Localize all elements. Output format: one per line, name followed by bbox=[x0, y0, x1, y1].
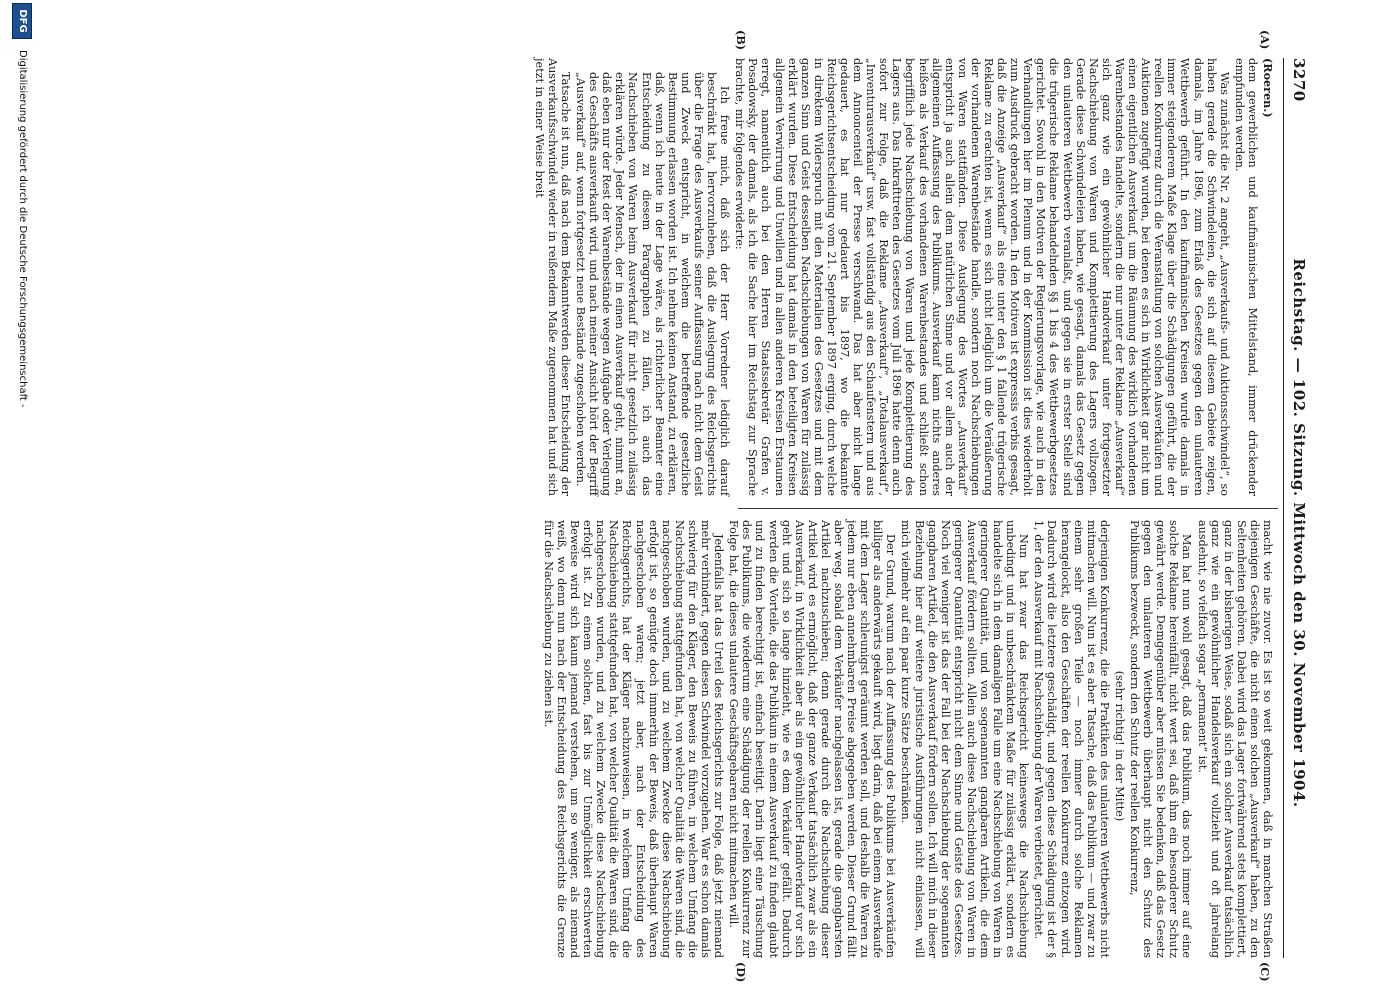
left-column bbox=[531, 58, 1274, 496]
running-title bbox=[1290, 58, 1308, 958]
page-header bbox=[1286, 58, 1308, 958]
margin-marker-b: (B) bbox=[734, 30, 748, 51]
paragraph: macht wie nie zuvor. Es ist so weit gekommen, daß in manchen Straßen diejenigen Geschäfte, die nicht einen solchen „Ausverkauf“ haben, zu den Seltenheiten gehören. Dabei wird das Lager fortwährend stets komplettiert, ganz in der bisherigen Weise, sodaß sich ein solcher Ausverkauf tatsächlich ganz wie ein gewöhnlicher Handelsverkauf vollzieht und oft jahrelang ausdehnt, so vielfach sogar „permanent“ ist. bbox=[1195, 520, 1274, 958]
digitization-footer bbox=[8, 0, 38, 1000]
paragraph: Man hat nun wohl gesagt, daß das Publikum, das noch immer auf eine solche Reklame hereinfällt, nicht wert sei, daß ihm ein besonderer Schutz gewährt werde. Demgegenüber aber müssen Sie bedenken, daß das Gesetz gegen den unlauteren Wettbewerb überhaupt nicht den Schutz des Publikums bezweckt, sondern den Schutz der reellen Konkurrenz, bbox=[1128, 520, 1194, 958]
dfg-credit: Digitalisierung gefördert durch die Deutsche Forschungsgemeinschaft - bbox=[17, 50, 28, 408]
margin-marker-c: (C) bbox=[1258, 962, 1272, 982]
header-rule bbox=[1283, 58, 1284, 958]
quotation: Ich freue mich, daß sich der Herr Vorredner lediglich darauf beschränkt hat, hervorzuheben, daß die Auslegung des Reichsgerichts über die Frage des Ausverkaufs seiner Auffassung nach nicht dem Geist und Zweck entspricht, in welchem die betreffende gesetzliche Bestimmung erlassen worden ist. Ich nehme keinen Anstand, zu erklären, daß, wenn ich heute in der Lage wäre, als richterlicher Beamter eine Entscheidung zu diesem Paragraphen zu fällen, ich auch das Nachschieben von Waren beim Ausverkauf für nicht gesetzlich zulässig erklären würde. Jeder Mensch, der in einen Ausverkauf geht, nimmt an, daß eben nur der Rest der Warenbestände wegen Aufgabe oder Verlegung des Geschäfts ausverkauft wird, und nach meiner Ansicht hört der Begriff „Ausverkauf“ auf, wenn fortgesetzt neue Bestände zugeschoben werden. bbox=[574, 72, 732, 496]
column-divider bbox=[738, 508, 1278, 509]
dfg-logo: DFG bbox=[12, 3, 32, 39]
page-content bbox=[48, 30, 1308, 983]
paragraph: Tatsache ist nun, daß nach dem Bekanntwerden dieser Entscheidung der Ausverkaufsschwindel wieder in reißendem Maße zugenommen hat und sich jetzt in einer Weise breit bbox=[532, 58, 573, 496]
right-column bbox=[540, 520, 1274, 958]
paragraph: Der Grund, warum nach der Auffassung des Publikums bei Ausverkäufen billiger als anderwärts gekauft wird, liegt darin, daß bei einem Ausverkaufe mit dem Lager schleunigst geräumt werden soll, und deshalb die Waren zu jedem nur eben annehmbaren Preise abgegeben werden. Dieser Grund fällt aber weg, sobald dem Verkäufer nachgelassen ist, gerade die gangbarsten Artikel nachzuschieben; denn gerade durch die Nachschiebung dieser Artikel wird es ermöglicht, daß der ganze Verkauf tatsächlich zwar als ein Ausverkauf, in Wirklichkeit aber als ein gewöhnlicher Handverkauf vor sich geht und sich so lange hinzieht, wie es dem Verkäufer gefällt. Dadurch werden die Vorteile, die das Publikum in einem Ausverkauf zu finden glaubt und zu finden berechtigt ist, einfach beseitigt. Darin liegt eine Täuschung des Publikums, die wiederum eine Schädigung der reellen Konkurrenz zur Folge hat, die dieses unlautere Geschäftsgebaren nicht mitmachen will. bbox=[727, 520, 898, 958]
paragraph: derjenigen Konkurrenz, die die Praktiken des unlauteren Wettbewerbs nicht mitmachen will. Nun ist es aber Tatsache, daß das Publikum — und zwar zu einem sehr großen Teile — noch immer durch solche Reklamen herangelockt, also den Geschäften der reellen Konkurrenz entzogen wird. Dadurch wird die letztere geschädigt, und gegen diese Schädigung ist der § 1, der den Ausverkauf mit Nachschiebung der Waren verbietet, gerichtet. bbox=[1032, 520, 1111, 958]
paragraph: Jedenfalls hat das Urteil des Reichsgerichts zur Folge, daß jetzt niemand mehr verhindert, gegen diesen Schwindel vorzugehen. War es schon damals schwierig für den Kläger, den Beweis zu führen, in welchem Umfang die Nachschiebung stattgefunden hat, von welcher Qualität die Waren sind, die nachgeschoben wurden, und zu welchem Zwecke diese Nachschiebung erfolgt ist, so genügte doch immerhin der Beweis, daß überhaupt Waren nachgeschoben waren; jetzt aber, nach der Entscheidung des Reichsgerichts, hat der Kläger nachzuweisen, in welchem Umfang die Nachschiebung stattgefunden hat, von welcher Qualität die Waren sind, die nachgeschoben wurden, und zu welchem Zwecke diese Nachschiebung erfolgt ist. Zu einem solchen, fast bis zur Unmöglichkeit erschwerten Beweise wird sich kaum jemand verstehen, um so weniger, als niemand weiß, wo denn nun nach der Entscheidung des Reichsgerichts die Grenze für die Nachschiebung zu ziehen ist. bbox=[541, 520, 726, 958]
paragraph: Was zunächst die Nr. 2 angeht, „Ausverkaufs- und Auktionsschwindel“, so haben gerade die Schwindeleien, die sich auf diesem Gebiete zeigen, damals, im Jahre 1896, zum Erlaß des Gesetzes gegen den unlauteren Wettbewerb geführt. In den kaufmännischen Kreisen wurde damals in immer steigenderem Maße Klage über die Schädigungen geführt, die der reellen Konkurrenz durch die Veranstaltung von solchen Ausverkäufen und Auktionen zugefügt wurden, bei denen es sich in Wirklichkeit gar nicht um einen eigentlichen Ausverkauf, um die Räumung des wirklich vorhandenen Warenbestandes handelte, sondern die nur unter der Reklame „Ausverkauf“ sich ganz wie ein gewöhnlicher Handverkauf unter fortgesetzter Nachschiebung von Waren und Komplettierung des Lagers vollzogen. Gerade diese Schwindeleien haben, wie gesagt, damals das Gesetz gegen den unlauteren Wettbewerb veranlaßt, und gegen sie in erster Stelle sind die trügerische Reklame behandelnden §§ 1 bis 4 des Wettbewerbgesetzes gerichtet. Sowohl in den Motiven der Regierungsvorlage, wie auch in den Verhandlungen hier im Plenum und in der Kommission ist dies wiederholt zum Ausdruck gebracht worden. In den Motiven ist expressis verbis gesagt, daß die Anzeige „Ausverkauf“ als eine unter den § 1 fallende trügerische Reklame zu erachten ist, wenn es sich nicht lediglich um die Veräußerung der vorhandenen Warenbestände handle, sondern noch Nachschiebungen von Waren stattfänden. Diese Auslegung des Wortes „Ausverkauf“ entspricht ja auch allein dem natürlichen Sinne und vor allem auch der allgemeinen Auffassung des Publikums. Ausverkauf kann nichts anderes heißen als Verkauf des vorhandenen Warenbestandes und schließt schon begrifflich jede Nachschiebung von Waren und jede Komplettierung des Lagers aus. Das Inkrafttreten des Gesetzes vom Juli 1896 hatte denn auch sofort zur Folge, daß die Reklame „Ausverkauf“, „Totalausverkauf“, „Inventurausverkauf“ usw. fast vollständig aus den Schaufenstern und aus dem Annoncenteil der Presse verschwand. Das hat aber nicht lange gedauert, es hat nur gedauert bis 1897, wo die bekannte Reichsgerichtsentscheidung vom 21. September 1897 erging, durch welche in direktem Widerspruch mit den Materialien des Gesetzes und mit dem ganzen Sinn und Geist desselben Nachschiebungen von Waren für zulässig erklärt wurden. Diese Entscheidung hat damals in den beteiligten Kreisen allgemein Verwirrung und Unwillen und in allen anderen Kreisen Erstaunen erregt, namentlich auch bei den Herren Staatssekretär Grafen v. Posadowsky, der damals, als ich die Sache hier im Reichstag zur Sprache brachte, mir folgendes erwiderte: bbox=[733, 58, 1231, 496]
margin-marker-a: (A) bbox=[1258, 30, 1272, 50]
running-title-text: Reichstag. — 102. Sitzung. Mittwoch den 30. November 1904. bbox=[1290, 258, 1308, 808]
paragraph: dem gewerblichen und kaufmännischen Mittelstand, immer drückender empfunden werden. bbox=[1232, 58, 1259, 496]
interjection: (sehr richtig! in der Mitte) bbox=[1112, 670, 1126, 822]
speaker-tag: (Roeren.) bbox=[1261, 58, 1275, 118]
paragraph: Nun hat zwar das Reichsgericht keineswegs die Nachschiebung unbedingt und in unbeschränktem Maße für zulässig erklärt, sondern es handelte sich in dem damaligen Falle um eine Nachschiebung von Waren in geringerer Quantität, und von sogenannten gangbaren Artikeln, die dem Ausverkauf fördern sollten. Allein auch diese Nachschiebung von Waren in geringerer Quantität entspricht nicht dem Sinne und Geiste des Gesetzes. Noch viel weniger ist das der Fall bei der Nachschiebung der sogenannten gangbaren Artikel, die den Ausverkauf fördern sollen. Ich will mich in dieser Beziehung hier auf weitere juristische Ausführungen nicht einlassen, will mich vielmehr auf ein paar kurze Sätze beschränken. bbox=[899, 520, 1031, 958]
page-number: 3270 bbox=[1290, 58, 1308, 102]
margin-marker-d: (D) bbox=[734, 962, 748, 983]
